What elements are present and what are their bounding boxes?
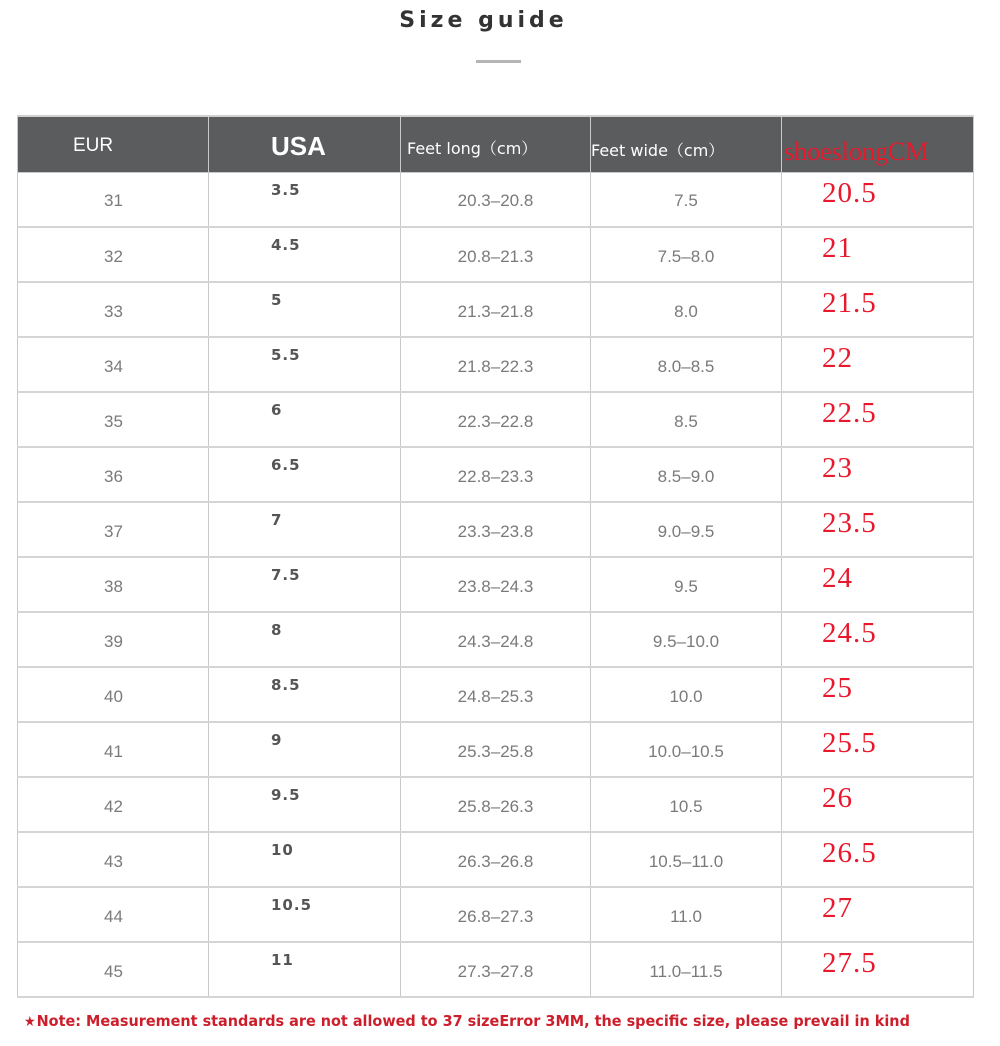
cell-feet-wide: 9.5 [591, 557, 782, 612]
title-divider [476, 60, 521, 63]
cell-feet-long: 20.8–21.3 [401, 227, 591, 282]
cell-shoes-long: 21.5 [782, 282, 974, 337]
cell-feet-long: 20.3–20.8 [401, 172, 591, 227]
table-row [18, 282, 974, 337]
table-row [18, 667, 974, 722]
cell-eur: 33 [18, 282, 209, 337]
cell-feet-wide: 11.0–11.5 [591, 942, 782, 997]
cell-shoes-long: 20.5 [782, 172, 974, 227]
table-row [18, 447, 974, 502]
header-row [18, 116, 974, 172]
cell-usa: 9 [209, 722, 401, 777]
header-feet-wide: Feet wide（cm） [591, 116, 782, 172]
cell-shoes-long: 25.5 [782, 722, 974, 777]
size-table [17, 115, 974, 998]
cell-feet-wide: 8.0–8.5 [591, 337, 782, 392]
cell-eur: 35 [18, 392, 209, 447]
cell-feet-wide: 9.5–10.0 [591, 612, 782, 667]
header-usa: USA [209, 116, 401, 172]
cell-feet-wide: 10.0–10.5 [591, 722, 782, 777]
cell-shoes-long: 25 [782, 667, 974, 722]
cell-usa: 8.5 [209, 667, 401, 722]
cell-feet-long: 24.8–25.3 [401, 667, 591, 722]
cell-eur: 44 [18, 887, 209, 942]
star-icon: ★ [24, 1014, 36, 1030]
cell-shoes-long: 24 [782, 557, 974, 612]
cell-shoes-long: 22.5 [782, 392, 974, 447]
table-row [18, 502, 974, 557]
cell-feet-long: 21.3–21.8 [401, 282, 591, 337]
cell-eur: 32 [18, 227, 209, 282]
cell-shoes-long: 27 [782, 887, 974, 942]
page-title: Size guide [399, 8, 568, 33]
cell-shoes-long: 22 [782, 337, 974, 392]
cell-feet-long: 21.8–22.3 [401, 337, 591, 392]
note-text: Note: Measurement standards are not allowed to 37 sizeError 3MM, the specific size, please prevail in kind [36, 1012, 910, 1030]
measurement-note [24, 1012, 910, 1030]
table-row [18, 777, 974, 832]
cell-feet-long: 23.3–23.8 [401, 502, 591, 557]
cell-usa: 9.5 [209, 777, 401, 832]
cell-shoes-long: 26 [782, 777, 974, 832]
cell-feet-wide: 10.5 [591, 777, 782, 832]
cell-usa: 5.5 [209, 337, 401, 392]
header-feet-long: Feet long（cm） [401, 116, 591, 172]
cell-usa: 10.5 [209, 887, 401, 942]
table-row [18, 722, 974, 777]
cell-shoes-long: 21 [782, 227, 974, 282]
header-eur: EUR [18, 116, 209, 172]
cell-feet-long: 22.8–23.3 [401, 447, 591, 502]
cell-usa: 4.5 [209, 227, 401, 282]
table-row [18, 392, 974, 447]
cell-usa: 3.5 [209, 172, 401, 227]
cell-feet-wide: 10.5–11.0 [591, 832, 782, 887]
cell-eur: 41 [18, 722, 209, 777]
cell-feet-wide: 10.0 [591, 667, 782, 722]
cell-feet-wide: 7.5–8.0 [591, 227, 782, 282]
table-row [18, 887, 974, 942]
cell-eur: 34 [18, 337, 209, 392]
header-shoes-long: shoeslongCM [782, 116, 974, 172]
cell-usa: 10 [209, 832, 401, 887]
cell-feet-long: 26.8–27.3 [401, 887, 591, 942]
cell-shoes-long: 26.5 [782, 832, 974, 887]
table-body [18, 172, 974, 997]
cell-eur: 45 [18, 942, 209, 997]
table-row [18, 612, 974, 667]
cell-feet-long: 24.3–24.8 [401, 612, 591, 667]
table-header [18, 116, 974, 172]
cell-eur: 31 [18, 172, 209, 227]
cell-usa: 6 [209, 392, 401, 447]
cell-feet-long: 23.8–24.3 [401, 557, 591, 612]
cell-feet-long: 27.3–27.8 [401, 942, 591, 997]
cell-usa: 6.5 [209, 447, 401, 502]
table-row [18, 337, 974, 392]
cell-usa: 8 [209, 612, 401, 667]
cell-feet-long: 26.3–26.8 [401, 832, 591, 887]
cell-eur: 36 [18, 447, 209, 502]
cell-eur: 42 [18, 777, 209, 832]
cell-usa: 11 [209, 942, 401, 997]
cell-feet-wide: 8.5–9.0 [591, 447, 782, 502]
table-row [18, 227, 974, 282]
cell-feet-wide: 9.0–9.5 [591, 502, 782, 557]
cell-feet-wide: 8.5 [591, 392, 782, 447]
cell-feet-wide: 7.5 [591, 172, 782, 227]
cell-usa: 7 [209, 502, 401, 557]
cell-usa: 5 [209, 282, 401, 337]
cell-shoes-long: 23.5 [782, 502, 974, 557]
cell-shoes-long: 24.5 [782, 612, 974, 667]
cell-shoes-long: 23 [782, 447, 974, 502]
table-row [18, 172, 974, 227]
table-row [18, 832, 974, 887]
cell-eur: 43 [18, 832, 209, 887]
cell-feet-long: 22.3–22.8 [401, 392, 591, 447]
cell-feet-long: 25.3–25.8 [401, 722, 591, 777]
cell-eur: 37 [18, 502, 209, 557]
cell-usa: 7.5 [209, 557, 401, 612]
cell-eur: 40 [18, 667, 209, 722]
cell-shoes-long: 27.5 [782, 942, 974, 997]
cell-eur: 39 [18, 612, 209, 667]
cell-eur: 38 [18, 557, 209, 612]
cell-feet-wide: 11.0 [591, 887, 782, 942]
table-row [18, 942, 974, 997]
cell-feet-wide: 8.0 [591, 282, 782, 337]
table-row [18, 557, 974, 612]
cell-feet-long: 25.8–26.3 [401, 777, 591, 832]
